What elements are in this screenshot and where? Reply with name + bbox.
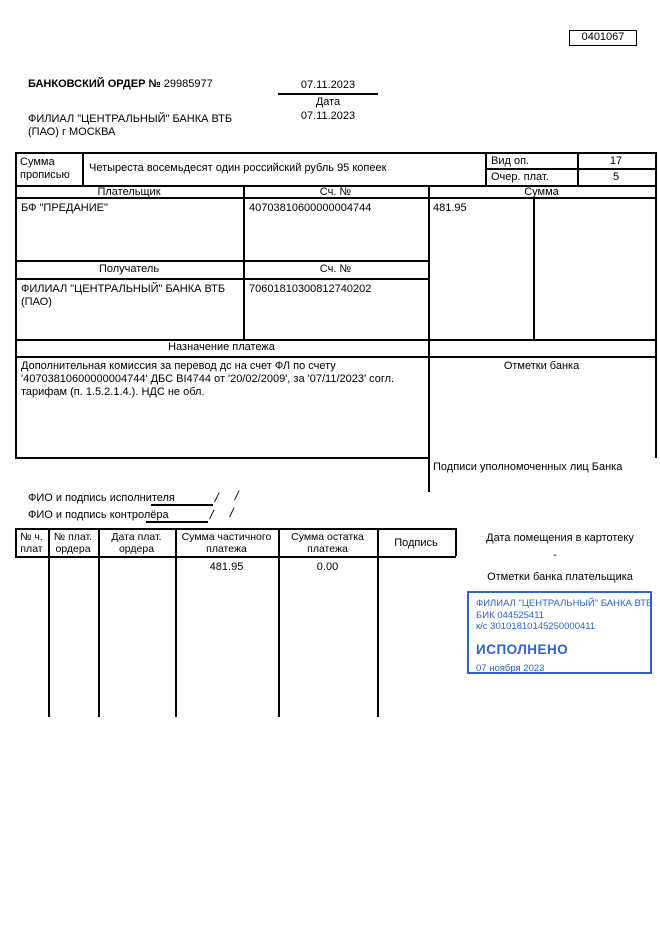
op-type-left-divider — [485, 152, 487, 185]
bank-marks-label: Отметки банка — [503, 360, 580, 372]
sum-cell-divider — [533, 197, 535, 339]
payer-name: БФ "ПРЕДАНИЕ" — [21, 202, 108, 214]
partial-col-header-5-line1: Сумма остатка — [291, 531, 364, 543]
priority-value: 5 — [612, 171, 620, 183]
executor-signature-label: ФИО и подпись исполнителя — [28, 492, 175, 504]
bank-name-line2: (ПАО) г МОСКВА — [28, 126, 116, 138]
partial-col-header-2-line1: № плат. — [53, 531, 93, 543]
partial-table-right-border — [455, 528, 457, 556]
controller-signature-label: ФИО и подпись контролёра — [28, 509, 169, 521]
partial-table-col-divider-1 — [48, 528, 50, 717]
executor-signature-line — [151, 504, 213, 506]
payee-account-header: Сч. № — [319, 263, 352, 275]
main-table-top-border — [15, 152, 656, 154]
partial-sum-value: 481.95 — [209, 561, 244, 573]
stamp-bik: БИК 044525411 — [476, 609, 545, 621]
payee-name-line2: (ПАО) — [21, 296, 52, 308]
stamp-corr-account: к/с 30101810145250000411 — [476, 621, 596, 632]
order-number: 29985977 — [163, 78, 213, 90]
controller-slash-1: / — [208, 507, 216, 522]
partial-table-col-divider-2 — [98, 528, 100, 717]
payee-name-line1: ФИЛИАЛ "ЦЕНТРАЛЬНЫЙ" БАНКА ВТБ — [21, 283, 226, 295]
payer-row-bottom-border — [15, 260, 429, 262]
stamp-date: 07 ноября 2023 — [476, 662, 545, 674]
partial-table-top-border — [15, 528, 456, 530]
priority-label: Очер. плат. — [491, 171, 549, 183]
executor-slash-2: / — [233, 488, 241, 503]
purpose-row-bottom-border — [15, 457, 429, 459]
payer-header: Плательщик — [97, 186, 161, 198]
sum-value: 481.95 — [433, 202, 467, 214]
purpose-header-bottom-border — [15, 356, 656, 358]
executor-slash-1: / — [213, 490, 221, 505]
purpose-text-line3: тарифам (п. 1.5.2.1.4.). НДС не обл. — [21, 386, 205, 398]
controller-slash-2: / — [228, 505, 236, 520]
partial-col-header-4-line2: платежа — [206, 543, 247, 555]
partial-col-header-3-line1: Дата плат. — [111, 531, 162, 543]
partial-col-header-1-line2: плат — [20, 543, 43, 555]
amount-in-words-label-line1: Сумма — [20, 156, 55, 168]
sum-header: Сумма — [524, 186, 559, 198]
bank-stamp — [467, 591, 652, 674]
purpose-header: Назначение платежа — [168, 341, 275, 353]
card-index-label: Дата помещения в картотеку — [486, 532, 634, 544]
form-code: 0401067 — [581, 31, 625, 43]
op-type-row-divider — [485, 168, 656, 170]
partial-col-header-6: Подпись — [394, 537, 438, 549]
bank-name-line1: ФИЛИАЛ "ЦЕНТРАЛЬНЫЙ" БАНКА ВТБ — [28, 113, 233, 125]
partial-table-col-divider-5 — [377, 528, 379, 717]
partial-col-header-5-line2: платежа — [307, 543, 348, 555]
partial-table-col-divider-4 — [278, 528, 280, 717]
stamp-bank-name: ФИЛИАЛ "ЦЕНТРАЛЬНЫЙ" БАНКА ВТБ — [476, 598, 653, 609]
payee-header-bottom-border — [15, 278, 429, 280]
amount-label-divider — [82, 152, 84, 185]
date-underline — [278, 93, 378, 95]
payer-account-divider — [243, 185, 245, 339]
remainder-sum-value: 0.00 — [316, 561, 339, 573]
main-table-right-border — [655, 152, 657, 458]
document-title-label: БАНКОВСКИЙ ОРДЕР № — [28, 78, 161, 90]
partial-table-header-bottom-border — [15, 556, 456, 558]
form-code-box — [569, 30, 637, 46]
date-value-bottom: 07.11.2023 — [300, 110, 356, 122]
date-label: Дата — [315, 96, 341, 108]
account-sum-divider — [428, 185, 430, 492]
payer-account-header: Сч. № — [319, 186, 352, 198]
card-index-value: - — [553, 549, 557, 561]
payee-header: Получатель — [98, 263, 160, 275]
payee-account: 70601810300812740202 — [249, 283, 372, 295]
partial-col-header-3-line2: ордера — [118, 543, 155, 555]
payer-bank-marks-label: Отметки банка плательщика — [487, 571, 633, 583]
purpose-text-line1: Дополнительная комиссия за перевод дс на счет ФЛ по счету — [21, 360, 336, 372]
partial-table-col-divider-3 — [175, 528, 177, 717]
op-type-value: 17 — [609, 155, 623, 167]
document-title — [28, 78, 213, 91]
op-type-label: Вид оп. — [491, 155, 530, 167]
payer-account: 40703810600000004744 — [249, 202, 372, 214]
bank-signatures-label: Подписи уполномоченных лиц Банка — [433, 461, 623, 473]
date-value-top: 07.11.2023 — [300, 79, 356, 91]
partial-col-header-4-line1: Сумма частичного — [181, 531, 272, 543]
partial-col-header-1-line1: № ч. — [20, 531, 43, 543]
controller-signature-line — [146, 521, 208, 523]
amount-in-words: Четыреста восемьдесят один российский рубль 95 копеек — [89, 162, 387, 174]
stamp-status: ИСПОЛНЕНО — [476, 641, 569, 657]
purpose-text-line2: '40703810600000004744' ДБС BI4744 от '20/02/2009', за '07/11/2023' согл. — [21, 373, 395, 385]
partial-col-header-2-line2: ордера — [55, 543, 91, 555]
amount-in-words-label-line2: прописью — [20, 169, 70, 181]
